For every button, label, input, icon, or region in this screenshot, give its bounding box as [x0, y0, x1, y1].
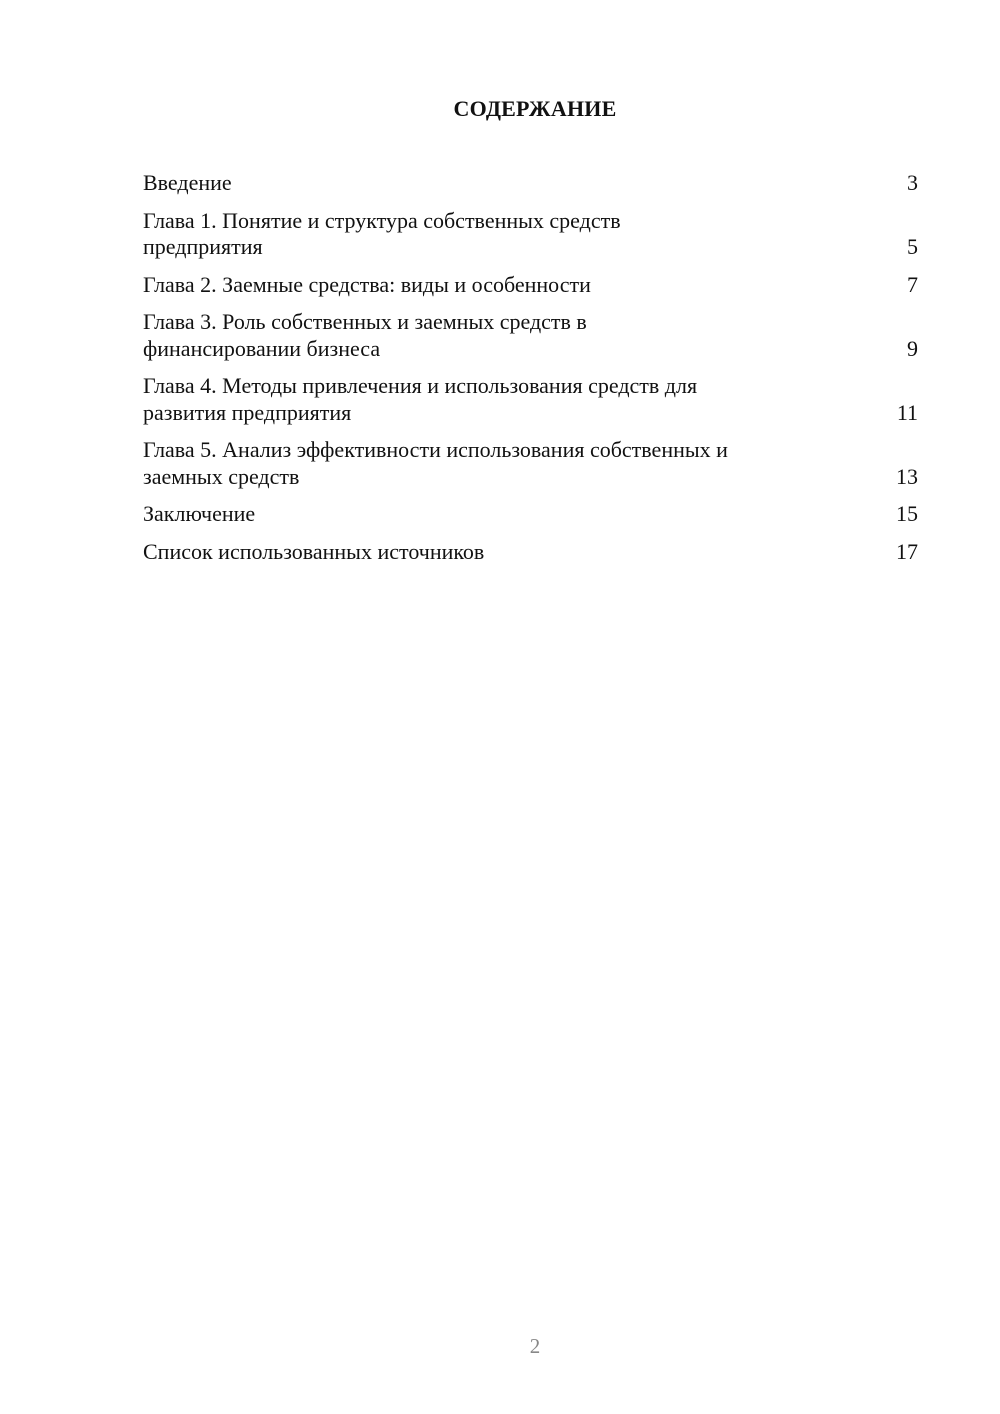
toc-entry-page: 9: [907, 335, 918, 361]
toc-entry-title: Глава 4. Методы привлечения и использования средств для: [143, 373, 698, 398]
toc-entry-title: Глава 5. Анализ эффективности использования собственных и: [143, 437, 728, 462]
toc-entry-page: 13: [896, 463, 918, 489]
toc-entry-chapter-5: [143, 437, 918, 490]
page-number: 2: [529, 1334, 541, 1358]
toc-entry-title: Введение: [143, 170, 232, 195]
toc-entry-title: Глава 1. Понятие и структура собственных средств: [143, 207, 621, 233]
toc-entry-page: 7: [907, 271, 918, 297]
toc-entry-page: 3: [907, 170, 918, 195]
toc-entry-title-cont: финансировании бизнеса: [143, 335, 381, 361]
toc-entry-title: Глава 3. Роль собственных и заемных средств в: [143, 309, 587, 334]
toc-entry-title-cont: развития предприятия: [143, 399, 352, 425]
toc-entry-page: 5: [907, 234, 918, 259]
toc-entry-title-cont: предприятия: [143, 234, 263, 259]
table-of-contents: [143, 170, 918, 576]
toc-entry-references: [143, 539, 918, 566]
toc-entry-chapter-1: [143, 208, 918, 261]
toc-entry-title: Глава 2. Заемные средства: виды и особенности: [143, 271, 591, 297]
toc-entry-chapter-3: [143, 309, 918, 362]
toc-entry-page: 17: [896, 538, 918, 564]
toc-entry-page: 15: [896, 501, 918, 526]
toc-entry-introduction: [143, 170, 918, 197]
toc-entry-title: Список использованных источников: [143, 538, 485, 564]
toc-entry-chapter-4: [143, 373, 918, 426]
toc-entry-chapter-2: [143, 272, 918, 299]
page-title: СОДЕРЖАНИЕ: [453, 96, 617, 121]
toc-entry-page: 11: [896, 399, 918, 425]
toc-entry-conclusion: [143, 501, 918, 528]
toc-entry-title-cont: заемных средств: [143, 463, 300, 489]
toc-entry-title: Заключение: [143, 501, 256, 526]
